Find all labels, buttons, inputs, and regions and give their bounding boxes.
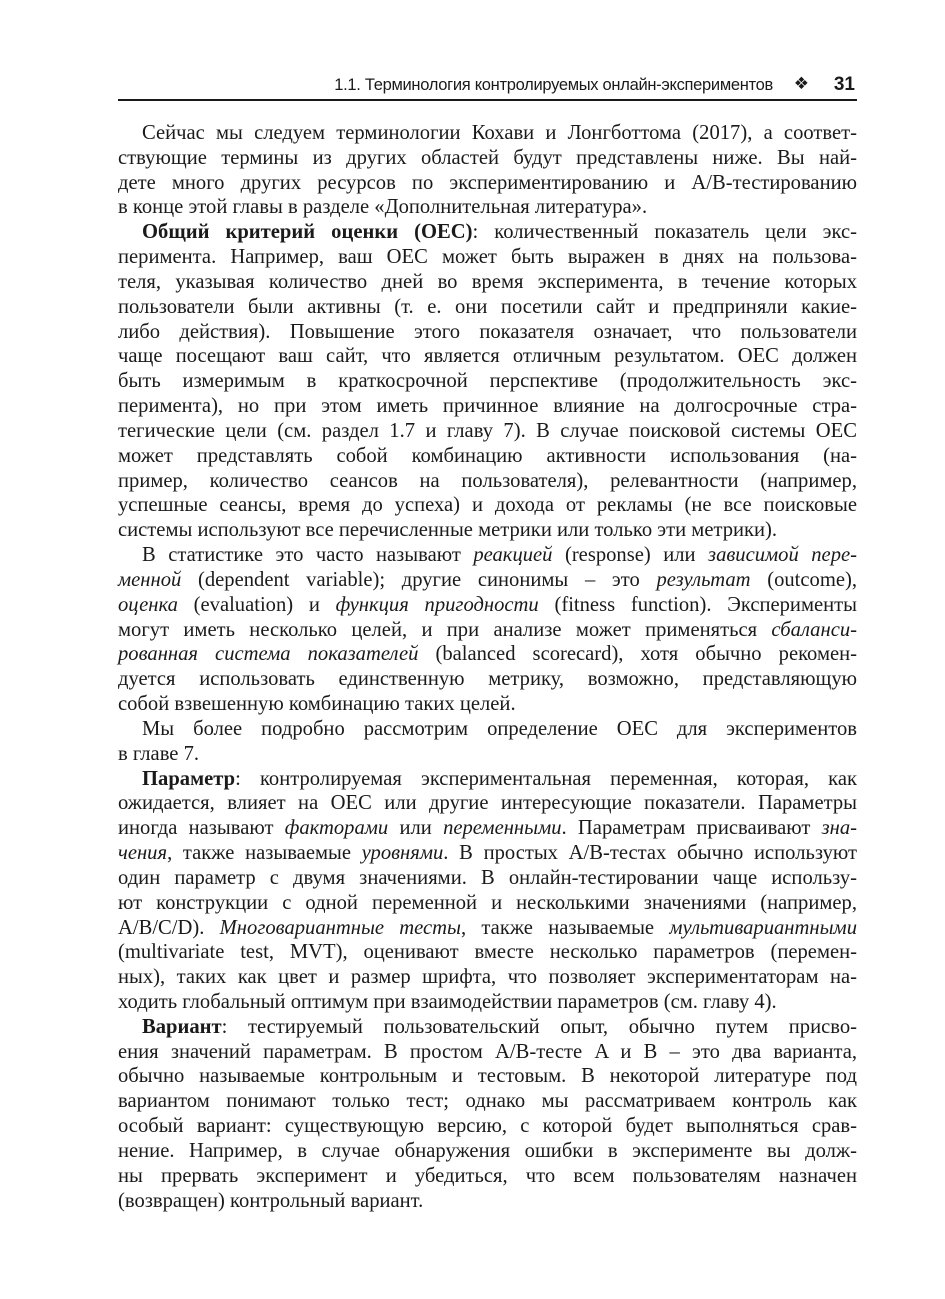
- text-run: ют конструкции с одной переменной и несколькими значениями (например,: [118, 891, 857, 914]
- text-run: , также называемые: [167, 842, 362, 865]
- text-line: [118, 692, 857, 717]
- text-line: [118, 990, 857, 1015]
- text-run: (fitness function). Эксперименты: [538, 593, 857, 616]
- term-italic: менной: [118, 568, 182, 591]
- text-line: [118, 791, 857, 816]
- text-run: . В простых A/B-тестах обычно используют: [443, 842, 857, 865]
- text-line: [118, 667, 857, 692]
- text-run: особый вариант: существующую версию, с которой будет выполняться срав-: [118, 1115, 857, 1138]
- text-run: иногда называют: [118, 817, 285, 840]
- term-bold: Вариант: [142, 1015, 222, 1038]
- text-line: [118, 891, 857, 916]
- term-italic: рованная система показателей: [118, 643, 419, 666]
- text-line: [118, 295, 857, 320]
- text-run: ствующие термины из других областей будут представлены ниже. Вы най-: [118, 146, 857, 169]
- text-run: : тестируемый пользовательский опыт, обычно путем присво-: [221, 1015, 857, 1038]
- text-line: [118, 1114, 857, 1139]
- ornament-icon: ❖: [793, 74, 809, 94]
- text-line: [118, 568, 857, 593]
- text-run: ны прервать эксперимент и убедиться, что всем пользователям назначен: [118, 1164, 857, 1187]
- text-line: [118, 618, 857, 643]
- term-italic: переменными: [443, 817, 562, 840]
- text-line: [118, 493, 857, 518]
- text-line: [118, 394, 857, 419]
- text-line: [118, 642, 857, 667]
- text-line: [118, 1164, 857, 1189]
- text-line: [118, 518, 857, 543]
- text-line: [118, 1015, 857, 1040]
- text-line: [118, 270, 857, 295]
- text-run: (evaluation) и: [177, 593, 336, 616]
- text-line: [118, 1139, 857, 1164]
- text-line: [118, 146, 857, 171]
- text-run: чаще посещают ваш сайт, что является отличным результатом. OEC должен: [118, 345, 857, 368]
- term-italic: мультивариантными: [669, 916, 857, 939]
- text-run: (response) или: [552, 544, 709, 567]
- text-run: (balanced scorecard), хотя обычно рекомен-: [418, 643, 858, 666]
- text-run: (outcome),: [750, 568, 857, 591]
- text-line: [118, 593, 857, 618]
- text-line: [118, 742, 857, 767]
- text-line: [118, 1064, 857, 1089]
- term-bold: Общий критерий оценки (OEC): [142, 221, 473, 244]
- body-text: [118, 121, 857, 1213]
- text-run: ходить глобальный оптимум при взаимодействии параметров (см. главу 4).: [118, 990, 777, 1013]
- text-line: [118, 940, 857, 965]
- term-bold: Параметр: [142, 767, 236, 790]
- header-section-title: 1.1. Терминология контролируемых онлайн-экспериментов: [334, 76, 773, 94]
- text-line: [118, 171, 857, 196]
- text-line: [118, 369, 857, 394]
- term-italic: результат: [656, 568, 751, 591]
- text-run: в главе 7.: [118, 742, 200, 765]
- text-line: [118, 245, 857, 270]
- header-rule: [118, 99, 857, 101]
- text-line: [118, 816, 857, 841]
- text-run: или: [388, 817, 444, 840]
- text-run: Мы более подробно рассмотрим определение OEC для экспериментов: [142, 717, 857, 740]
- text-line: [118, 344, 857, 369]
- term-italic: функция пригодности: [335, 593, 539, 616]
- text-run: ожидается, влияет на OEC или другие интересующие показатели. Параметры: [118, 792, 857, 815]
- term-italic: сбаланси-: [771, 618, 857, 641]
- text-line: [118, 444, 857, 469]
- page-number: 31: [833, 74, 855, 95]
- text-run: : количественный показатель цели экс-: [472, 221, 858, 244]
- text-run: вариантом понимают только тест; однако мы рассматриваем контроль как: [118, 1090, 857, 1113]
- text-line: [118, 1189, 857, 1214]
- text-run: перимента), но при этом иметь причинное влияние на долгосрочные стра-: [118, 395, 857, 418]
- text-line: [118, 841, 857, 866]
- text-line: [118, 469, 857, 494]
- term-italic: зависимой пере-: [708, 544, 857, 567]
- text-run: (возвращен) контрольный вариант.: [118, 1189, 424, 1212]
- text-run: обычно называемые контрольным и тестовым. В некоторой литературе под: [118, 1065, 857, 1088]
- text-run: : контролируемая экспериментальная переменная, которая, как: [235, 767, 857, 790]
- text-line: [118, 1040, 857, 1065]
- text-run: теля, указывая количество дней во время эксперимента, в течение которых: [118, 270, 857, 293]
- text-run: перимента. Например, ваш OEC может быть выражен в днях на пользова-: [118, 246, 857, 269]
- running-header: [118, 74, 857, 98]
- text-line: [118, 916, 857, 941]
- text-run: нение. Например, в случае обнаружения ошибки в эксперименте вы долж-: [118, 1139, 857, 1162]
- term-italic: факторами: [284, 817, 389, 840]
- text-run: В статистике это часто называют: [142, 544, 474, 567]
- text-run: (multivariate test, MVT), оценивают вместе несколько параметров (перемен-: [118, 941, 857, 964]
- text-run: дете много других ресурсов по экспериментированию и A/B-тестированию: [118, 171, 857, 194]
- text-line: [118, 121, 857, 146]
- text-run: могут иметь несколько целей, и при анализе может применяться: [118, 618, 772, 641]
- text-run: пользователи были активны (т. е. они посетили сайт и предприняли какие-: [118, 295, 857, 318]
- text-run: , также называемые: [461, 916, 670, 939]
- text-line: [118, 419, 857, 444]
- text-run: ения значений параметрам. В простом A/B-тесте A и B – это два варианта,: [118, 1040, 857, 1063]
- text-run: Сейчас мы следуем терминологии Кохави и Лонгботтома (2017), а соответ-: [142, 122, 857, 144]
- text-run: один параметр с двумя значениями. В онлайн-тестировании чаще использу-: [118, 866, 857, 889]
- text-run: может представлять собой комбинацию активности использования (на-: [118, 444, 857, 467]
- text-run: . Параметрам присваивают: [561, 817, 822, 840]
- text-run: дуется использовать единственную метрику, возможно, представляющую: [118, 668, 857, 691]
- term-italic: оценка: [118, 593, 178, 616]
- text-run: собой взвешенную комбинацию таких целей.: [118, 693, 516, 716]
- term-italic: уровнями: [361, 842, 444, 865]
- text-line: [118, 717, 857, 742]
- text-line: [118, 866, 857, 891]
- text-run: (dependent variable); другие синонимы – это: [181, 568, 657, 591]
- text-run: в конце этой главы в разделе «Дополнительная литература».: [118, 196, 648, 219]
- text-run: успешные сеансы, время до успеха) и дохода от рекламы (не все поисковые: [118, 494, 857, 517]
- term-italic: Многовариантные тесты: [219, 916, 462, 939]
- text-line: [118, 543, 857, 568]
- term-italic: реакцией: [473, 544, 553, 567]
- text-run: либо действия). Повышение этого показателя означает, что пользователи: [118, 320, 857, 343]
- text-run: системы используют все перечисленные метрики или только эти метрики).: [118, 519, 778, 542]
- text-run: ных), таких как цвет и размер шрифта, что позволяет экспериментаторам на-: [118, 966, 857, 989]
- text-line: [118, 320, 857, 345]
- term-italic: чения: [118, 842, 168, 865]
- text-run: пример, количество сеансов на пользователя), релевантности (например,: [118, 469, 857, 492]
- text-run: тегические цели (см. раздел 1.7 и главу 7). В случае поисковой системы OEC: [118, 419, 857, 442]
- text-line: [118, 1089, 857, 1114]
- text-line: [118, 965, 857, 990]
- text-run: A/B/C/D).: [118, 916, 220, 939]
- term-italic: зна-: [821, 817, 857, 840]
- text-line: [118, 195, 857, 220]
- text-line: [118, 220, 857, 245]
- text-run: быть измеримым в краткосрочной перспективе (продолжительность экс-: [118, 370, 857, 393]
- text-line: [118, 767, 857, 792]
